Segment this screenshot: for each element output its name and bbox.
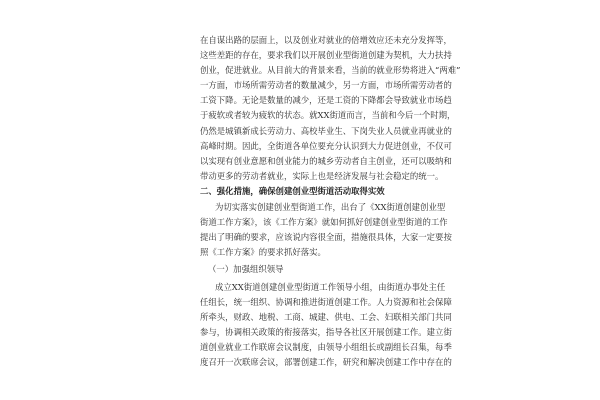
paragraph-1-line: 创业，促进就业。从目前大的背景来看，当前的就业形势将进入“两难”: [200, 65, 461, 76]
paragraph-1-line: 一方面，市场所需劳动者的数量减少，另一方面，市场所需劳动者的: [200, 80, 452, 91]
paragraph-1-line: 仍然是城镇新成长劳动力、高校毕业生、下岗失业人员就业再就业的: [200, 125, 452, 136]
paragraph-1-line: 这些差距的存在，要求我们以开展创业型街道创建为契机，大力扶持: [200, 50, 452, 61]
paragraph-1-line: 于疲软或者较为疲软的状态。就XX街道而言，当前和今后一个时期，: [200, 110, 456, 121]
paragraph-3-line: 道创业就业工作联席会议制度，由领导小组组长或副组长召集，每季: [200, 342, 452, 353]
subheading-1: [200, 262, 418, 277]
paragraph-3-line: 所牵头，财政、地税、工商、城建、供电、工会、妇联相关部门共同: [200, 312, 452, 323]
paragraph-1-line: 带动更多的劳动者就业，实际上也是经济发展与社会稳定的统一。: [200, 170, 444, 181]
section-heading-2: [200, 184, 418, 199]
paragraph-2-line: 为切实落实创建创业型街道工作，出台了《XX街道创建创业型: [215, 202, 446, 212]
paragraph-3-line: 度召开一次联席会议，部署创建工作，研究和解决创建工作中存在的: [200, 357, 452, 368]
paragraph-1-line: 在自谋出路的层面上，以及创业对就业的倍增效应还未充分发挥等，: [200, 35, 452, 45]
paragraph-1-line: 以实现有创业意愿和创业能力的城乡劳动者自主创业，还可以吸纳和: [200, 155, 452, 166]
paragraph-2-line: 提出了明确的要求，应该说内容很全面，措施很具体，大家一定要按: [200, 232, 452, 243]
paragraph-2-line: 照《工作方案》的要求抓好落实。: [200, 247, 326, 258]
paragraph-1: [200, 33, 461, 184]
subheading: （一）加强组织领导: [208, 264, 284, 274]
paragraph-1-line: 工资下降。无论是数量的减少，还是工资的下降都会导致就业市场趋: [200, 95, 452, 106]
paragraph-3-line: 成立XX街道创建创业型街道工作领导小组，由街道办事处主任: [215, 282, 446, 292]
paragraph-3: [200, 280, 452, 371]
paragraph-2-line: 街道工作方案》，该《工作方案》就如何抓好创建创业型街道的工作: [200, 217, 448, 228]
paragraph-3-line: 任组长，统一组织、协调和推进街道创建工作。人力资源和社会保障: [200, 297, 452, 308]
paragraph-2: [200, 200, 452, 260]
paragraph-1-line: 高峰时期。因此，全街道各单位要充分认识到大力促进创业，不仅可: [200, 140, 452, 151]
section-heading: 二、强化措施，确保创建创业型街道活动取得实效: [200, 186, 385, 196]
paragraph-3-line: 参与，协调相关政策的衔接落实，指导各社区开展创建工作。建立街: [200, 327, 452, 338]
